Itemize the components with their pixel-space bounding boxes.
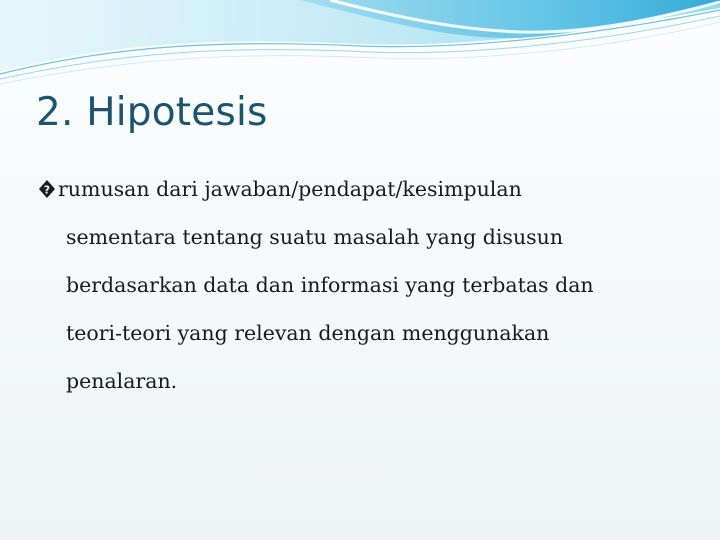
header-wave-decoration [0,0,720,90]
body-line-1 [38,165,678,213]
slide-title: 2. Hipotesis [36,90,268,135]
body-line-5: penalaran. [66,369,178,393]
body-line-2: sementara tentang suatu masalah yang disusun [66,225,564,249]
slide-body [38,165,678,405]
body-line-4: teori-teori yang relevan dengan menggunakan [66,321,550,345]
body-line-text: rumusan dari jawaban/pendapat/kesimpulan [58,177,522,201]
replacement-character-icon [38,179,56,199]
body-line-3: berdasarkan data dan informasi yang terbatas dan [66,273,594,297]
svg-text:?: ? [43,183,51,197]
